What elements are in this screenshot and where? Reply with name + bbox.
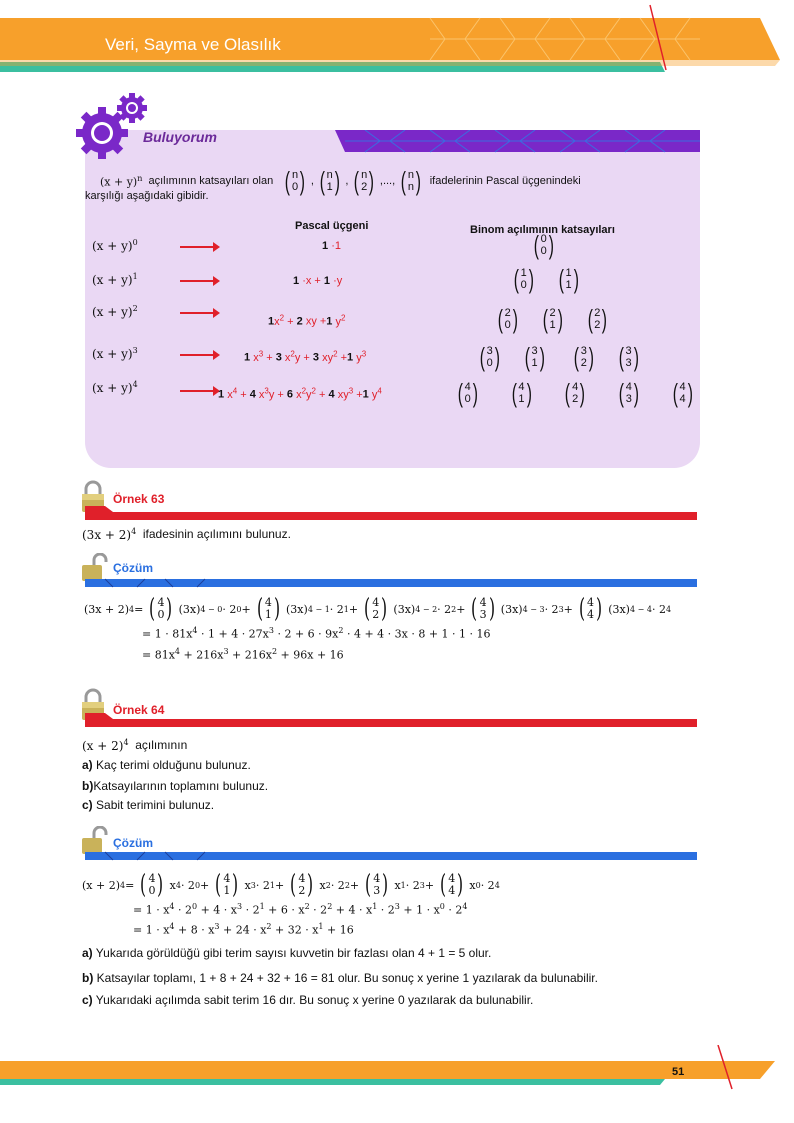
solution-line-2: = $1 \cdot x^4 \cdot 2^0 + 4 \cdot x^3 \cdot 2^1 + 6 \cdot x^2 \cdot 2^2 + 4 \cdot x^1 \cdot 2^3 + 1 \cdot x^0 \cdot 2^4$ (133, 902, 468, 917)
question-c (82, 798, 214, 812)
pascal-row-2: $1x^2 + 2$ xy +1 $y^2$ (268, 313, 346, 328)
question-intro: açılımının (135, 738, 188, 752)
item-label: b) (82, 779, 94, 793)
solution-title: Çözüm (113, 836, 153, 850)
solution-line-1: (x + 2) 4 = ( 4 0 ) x 4 · 2 0 + ( 4 1 ) x 3 · 2 1 + ( 4 2 ) x 2 · 2 2 + ( 4 3 ) x 1 · 2 3 + ( 4 4 ) x 0 · 2 4 (82, 870, 500, 900)
pascal-row-0: 1 ·1 (322, 240, 341, 252)
item-text: Katsayılar toplamı, 1 + 8 + 24 + 32 + 16 = 81 olur. Bu sonuç x yerine 1 yazılarak da bulunabilir. (93, 971, 598, 985)
pascal-row-3: 1 $x^3 + 3$ $x^2y + 3$ $xy^2 +1$ $y^3$ (244, 349, 367, 364)
question-expr: $(3x + 2)^4$ (82, 527, 137, 542)
binom-row-3: ( 3 0 ) ( 3 1 ) ( 3 2 ) ( 3 3 ) (479, 342, 639, 372)
answer-b (82, 971, 598, 985)
arrow-icon (180, 390, 218, 392)
answer-c (82, 993, 533, 1007)
intro-text-a: açılımının katsayıları olan (148, 175, 274, 187)
item-text: Katsayılarının toplamını bulunuz. (93, 779, 269, 793)
intro-line: $(x + y)^n$ açılımının katsayıları olan ( n 0 ) , ( n 1 ) , ( n 2 ) ,..., ( n n ) ifadelerinin Pascal üçgenindeki (100, 166, 581, 196)
section-bar-blue (85, 848, 697, 864)
question-b (82, 779, 268, 793)
binom-n-1: ( n 1 ) (319, 166, 340, 196)
item-label: b) (82, 971, 94, 985)
arrow-icon (180, 246, 218, 248)
binom-row-0: ( 0 0 ) (533, 230, 554, 260)
binom-row-2: ( 2 0 ) ( 2 1 ) ( 2 2 ) (497, 304, 608, 334)
solution-line-2: = $1 \cdot 81x^4 \cdot 1 + 4 \cdot 27x^3 \cdot 2 + 6 \cdot 9x^2 \cdot 4 + 4 \cdot 3x \cdot 8 + 1 \cdot 1 \cdot 16$ (142, 626, 491, 641)
question-text: ifadesinin açılımını bulunuz. (142, 527, 291, 541)
col-pascal: Pascal üçgeni (295, 220, 369, 232)
solution-line-3: = $81x^4 + 216x^3 + 216x^2 + 96x + 16$ (142, 647, 344, 662)
chapter-title: Veri, Sayma ve Olasılık (105, 35, 281, 54)
section-bar-red (85, 713, 697, 729)
question-expr: $(x + 2)^4$ (82, 738, 129, 753)
col-binom: Binom açılımının katsayıları (470, 224, 615, 236)
row-label-2: $(x + y)^2$ (92, 304, 138, 319)
page-number: 51 (672, 1066, 685, 1078)
binom-n-2: ( n 2 ) (354, 166, 375, 196)
row-label-4: $(x + y)^4$ (92, 380, 138, 395)
row-label-0: $(x + y)^0$ (92, 238, 138, 253)
binom-row-4: ( 4 0 ) ( 4 1 ) ( 4 2 ) ( 4 3 ) ( 4 4 ) (457, 378, 693, 408)
binom-n-0: ( n 0 ) (285, 166, 306, 196)
solution-title: Çözüm (113, 561, 153, 575)
item-label: c) (82, 993, 93, 1007)
arrow-icon (180, 354, 218, 356)
row-label-1: $(x + y)^1$ (92, 272, 138, 287)
item-text: Sabit terimini bulunuz. (96, 798, 215, 812)
pascal-row-4: 1 $x^4 + 4$ $x^3y + 6$ $x^2y^2 + 4$ $xy^3 +1$ $y^4$ (218, 386, 382, 401)
solution-line-1: (3x + 2) 4 = ( 4 0 ) (3x) 4 − 0 · 2 0 + ( 4 1 ) (3x) 4 − 1 · 2 1 + ( 4 2 ) (3x) 4 − 2 · 2 2 + ( 4 3 ) (3x) 4 − 3 · 2 3 + ( 4 4 ) (3x) 4 − 4 · 2 4 (84, 594, 672, 624)
item-text: Yukarıdaki açılımda sabit terim 16 dır. Bu sonuç x yerine 0 yazılarak da bulunabilir. (95, 993, 534, 1007)
answer-a (82, 946, 491, 960)
row-label-3: $(x + y)^3$ (92, 346, 138, 361)
intro-text-b: ifadelerinin Pascal üçgenindeki (429, 175, 581, 187)
item-text: Yukarıda görüldüğü gibi terim sayısı kuvvetin bir fazlası olan 4 + 1 = 5 olur. (95, 946, 492, 960)
item-label: a) (82, 946, 93, 960)
question-a (82, 758, 251, 772)
solution-line-3: = $1 \cdot x^4 + 8 \cdot x^3 + 24 \cdot x^2 + 32 \cdot x^1 + 16$ (133, 922, 354, 937)
example-question (82, 527, 291, 542)
intro-expr: $(x + y)^n$ (100, 173, 143, 189)
intro-text-c: karşılığı aşağıdaki gibidir. (85, 190, 209, 202)
gear-icon (75, 93, 155, 163)
arrow-icon (180, 280, 218, 282)
item-text: Kaç terimi olduğunu bulunuz. (96, 758, 251, 772)
example-title: Örnek 63 (113, 492, 165, 506)
box-title: Buluyorum (143, 129, 217, 145)
pascal-row-1: 1 ·x + 1 ·y (293, 275, 343, 287)
binom-n-n: ( n n ) (400, 166, 421, 196)
section-bar-red (85, 506, 697, 522)
item-label: c) (82, 798, 93, 812)
example-title: Örnek 64 (113, 703, 165, 717)
arrow-icon (180, 312, 218, 314)
example-question (82, 738, 187, 753)
binom-row-1: ( 1 0 ) ( 1 1 ) (513, 264, 579, 294)
item-label: a) (82, 758, 93, 772)
section-bar-blue (85, 575, 697, 591)
